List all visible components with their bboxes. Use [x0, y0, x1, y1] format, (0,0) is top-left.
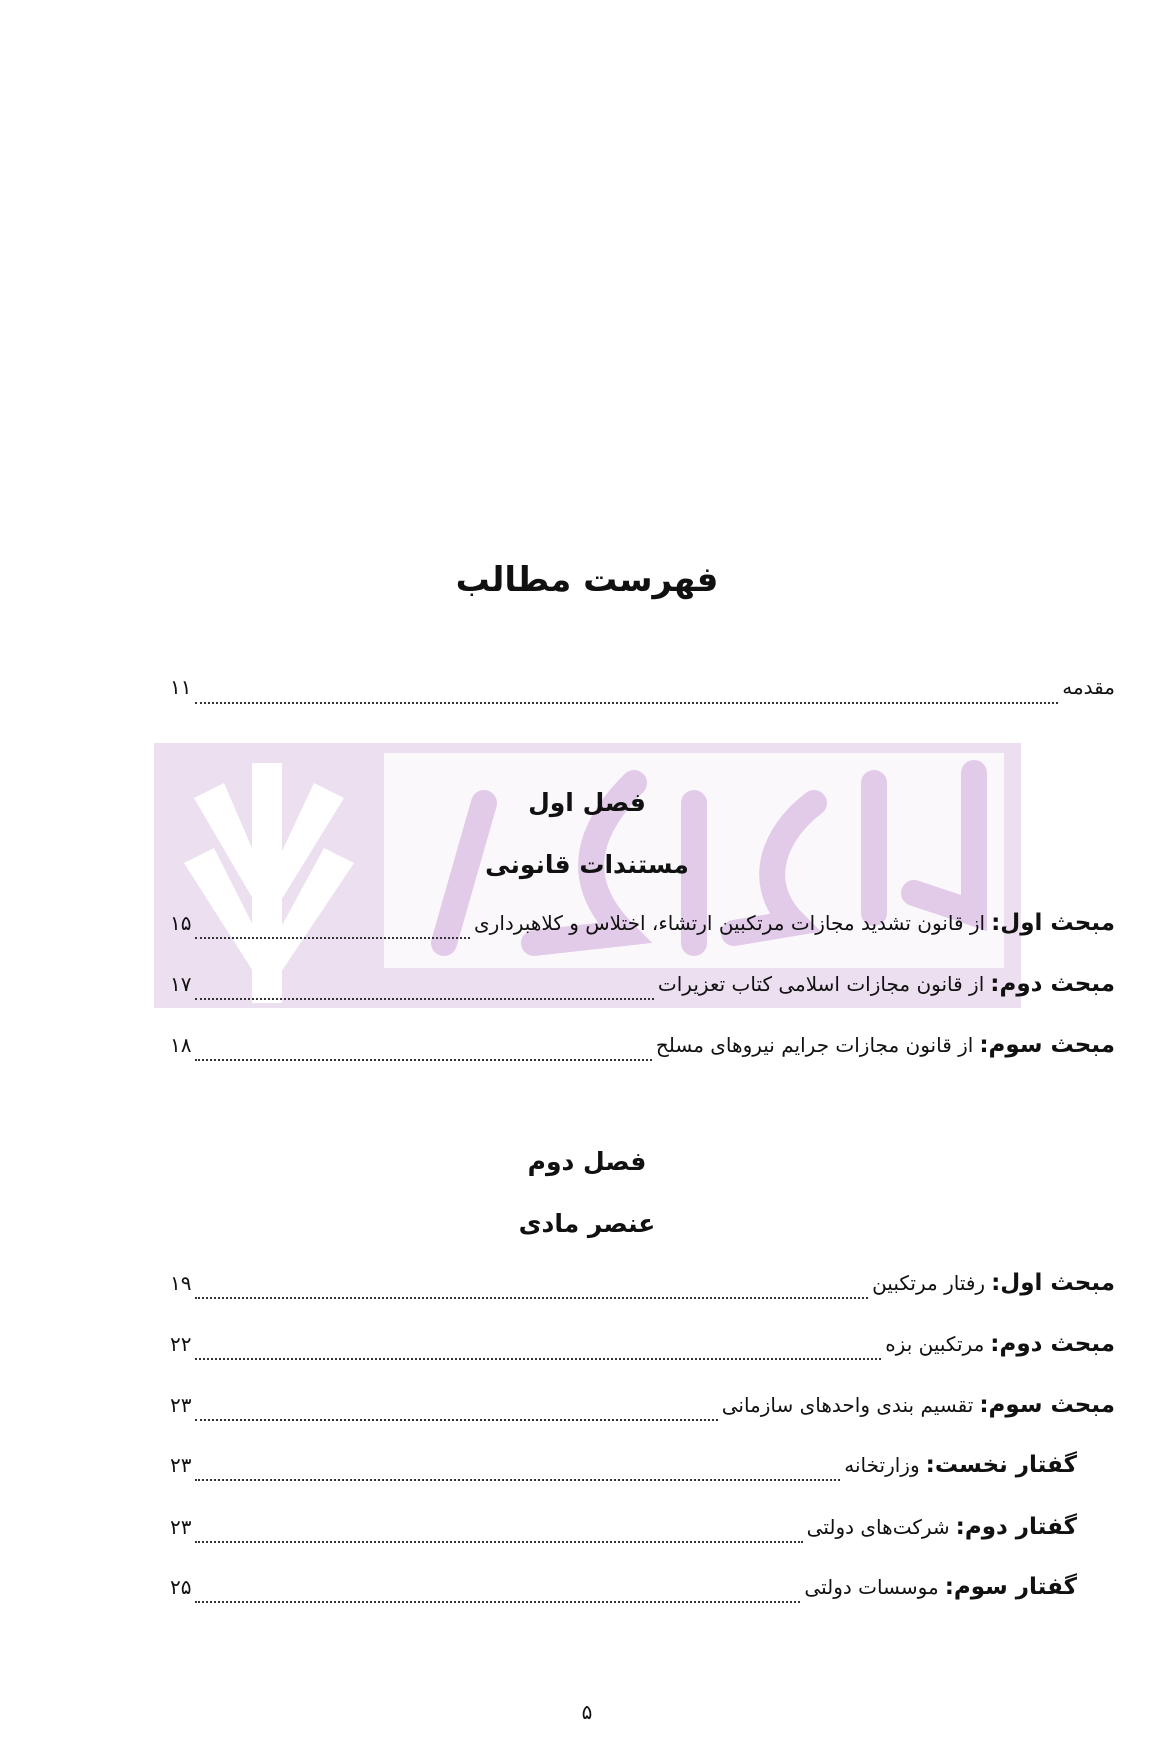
leader-dots [195, 702, 1058, 704]
toc-entry[interactable] [170, 910, 1115, 950]
toc-entry-page: ۱۹ [170, 1271, 192, 1295]
toc-entry-label: گفتار نخست: [925, 1452, 1077, 1478]
page-title: فهرست مطالب [455, 560, 719, 600]
toc-entry-page: ۱۸ [170, 1033, 192, 1057]
toc-entry-text: موسسات دولتی [804, 1575, 939, 1599]
toc-entry-page: ۱۵ [170, 911, 192, 935]
toc-entry-page: ۲۵ [170, 1575, 192, 1599]
toc-subentry[interactable] [170, 1574, 1077, 1614]
leader-dots [195, 1297, 868, 1299]
toc-entry-text: وزارتخانه [844, 1453, 920, 1477]
chapter-heading: فصل اول [528, 788, 646, 817]
toc-entry-label: مبحث سوم: [979, 1032, 1115, 1058]
leader-dots [195, 1601, 800, 1603]
toc-entry-label: مبحث اول: [991, 910, 1115, 936]
toc-subentry[interactable] [170, 1452, 1077, 1492]
chapter-heading: فصل دوم [527, 1147, 647, 1176]
toc-entry-text: از قانون تشدید مجازات مرتکبین ارتشاء، اختلاس و کلاهبرداری [474, 911, 986, 935]
toc-entry[interactable] [170, 1032, 1115, 1072]
toc-entry-label: مبحث سوم: [979, 1392, 1115, 1418]
toc-entry-label: گفتار سوم: [944, 1574, 1077, 1600]
toc-entry-text: مرتکبین بزه [885, 1332, 985, 1356]
toc-entry[interactable] [170, 971, 1115, 1011]
toc-entry-page: ۲۳ [170, 1453, 192, 1477]
leader-dots [195, 1059, 651, 1061]
toc-entry-page: ۲۳ [170, 1515, 192, 1539]
toc-entry-text: مقدمه [1062, 675, 1115, 699]
chapter-subheading: مستندات قانونی [485, 850, 689, 879]
leader-dots [195, 1419, 717, 1421]
toc-entry-label: مبحث دوم: [990, 1331, 1115, 1357]
toc-entry-label: گفتار دوم: [955, 1514, 1077, 1540]
toc-entry-text: شرکت‌های دولتی [806, 1515, 950, 1539]
toc-entry-page: ۲۲ [170, 1332, 192, 1356]
toc-entry[interactable] [170, 1392, 1115, 1432]
toc-entry[interactable] [170, 1331, 1115, 1371]
leader-dots [195, 1541, 802, 1543]
toc-entry[interactable] [170, 1270, 1115, 1310]
toc-entry-text: تقسیم بندی واحدهای سازمانی [721, 1393, 974, 1417]
toc-entry-page: ۱۷ [170, 972, 192, 996]
toc-entry-text: از قانون مجازات جرایم نیروهای مسلح [655, 1033, 974, 1057]
toc-entry-label: مبحث دوم: [990, 971, 1115, 997]
toc-entry-text: رفتار مرتکبین [872, 1271, 986, 1295]
toc-entry-page: ۲۳ [170, 1393, 192, 1417]
toc-subentry[interactable] [170, 1514, 1077, 1554]
toc-entry-page: ۱۱ [170, 675, 192, 699]
chapter-subheading: عنصر مادی [518, 1209, 656, 1238]
leader-dots [195, 937, 470, 939]
toc-entry-label: مبحث اول: [991, 1270, 1115, 1296]
leader-dots [195, 998, 653, 1000]
leader-dots [195, 1358, 881, 1360]
page-number: ۵ [581, 1700, 593, 1724]
leader-dots [195, 1479, 840, 1481]
toc-entry-text: از قانون مجازات اسلامی کتاب تعزیرات [657, 972, 985, 996]
toc-entry-intro[interactable] [170, 675, 1115, 715]
